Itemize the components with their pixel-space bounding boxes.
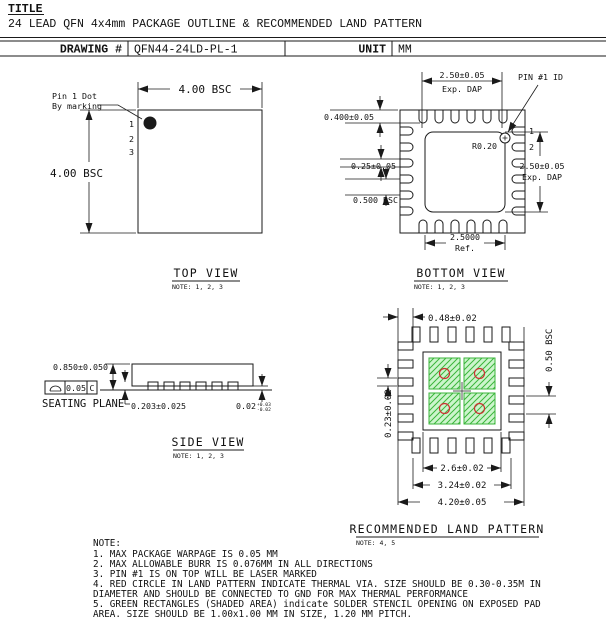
land-pattern-title: RECOMMENDED LAND PATTERN [349, 522, 545, 536]
dim-pad-pitch: 0.500 BSC [353, 195, 398, 205]
dim-stencil-span: 2.6±0.02 [440, 464, 484, 474]
corner-radius-label: R0.20 [472, 141, 497, 151]
note-line: 2. MAX ALLOWABLE BURR IS 0.076MM IN ALL DIRECTIONS [93, 559, 373, 570]
notes-header: NOTE: [93, 538, 121, 549]
dim-bottom-ref: 2.5000 [450, 232, 480, 242]
dim-dap-width: 2.50±0.05 [439, 70, 485, 80]
note-line: AREA. SIZE SHOULD BE 1.00x1.00 MM IN SIZE, 1.20 MM PITCH. [93, 609, 413, 620]
side-view-note-ref: NOTE: 1, 2, 3 [173, 452, 224, 460]
pin1-dot [144, 117, 157, 130]
drawing-number-label: DRAWING # [59, 43, 122, 57]
pin-number: 1 [529, 126, 534, 136]
seating-plane-label: SEATING PLANE [42, 398, 125, 410]
dim-pad-length: 0.400±0.05 [324, 112, 374, 122]
pin1-leader-line [97, 105, 142, 119]
seating-plane-symbol-icon [50, 386, 61, 391]
dim-land-pad-pitch: 0.50 BSC [545, 328, 555, 372]
pin-number: 2 [529, 142, 534, 152]
pin-number: 1 [129, 119, 134, 129]
drawing-number-value: QFN44-24LD-PL-1 [134, 43, 238, 57]
bottom-ref-label: Ref. [455, 243, 475, 253]
dim-land-pad-width: 0.23±0.02 [384, 389, 394, 438]
notes-block [93, 538, 541, 620]
bottom-view-pads [400, 110, 525, 233]
unit-value: MM [398, 43, 412, 57]
title-label: TITLE [8, 3, 43, 16]
land-pattern-pads [398, 327, 524, 453]
drawing-subtitle: 24 LEAD QFN 4x4mm PACKAGE OUTLINE & RECOMMENDED LAND PATTERN [8, 18, 423, 31]
bottom-view-note-ref: NOTE: 1, 2, 3 [414, 283, 465, 291]
dim-dap-height: 2.50±0.05 [519, 161, 565, 171]
dim-lead-thickness: 0.203±0.025 [131, 401, 186, 411]
pin1-marking-label: Pin 1 Dot [52, 91, 97, 101]
package-body-outline [138, 110, 262, 233]
pin-number: 2 [129, 134, 134, 144]
flatness-callout [45, 381, 97, 394]
dim-outer-span: 4.20±0.05 [437, 498, 487, 508]
pin1-id-label: PIN #1 ID [518, 72, 563, 82]
side-view [42, 362, 272, 460]
unit-label: UNIT [358, 43, 386, 57]
note-line: 1. MAX PACKAGE WARPAGE IS 0.05 MM [93, 549, 278, 560]
top-view [50, 82, 262, 291]
standoff-tol-upper: +0.03 [257, 403, 271, 408]
package-body-profile [132, 364, 253, 386]
dim-inner-span: 3.24±0.02 [437, 481, 487, 491]
header [8, 3, 422, 31]
dim-package-height: 0.850±0.050 [53, 362, 108, 372]
info-table [0, 38, 606, 57]
dim-standoff: 0.02 [236, 401, 256, 411]
flatness-tolerance: 0.05 [66, 383, 86, 393]
dap-width-label: Exp. DAP [442, 84, 482, 94]
package-body-outline [400, 110, 525, 233]
dim-pad-width: 0.25±0.05 [351, 161, 396, 171]
note-line: 5. GREEN RECTANGLES (SHADED AREA) indicate SOLDER STENCIL OPENING ON EXPOSED PAD [93, 599, 541, 610]
dim-land-pad-length: 0.48±0.02 [428, 314, 477, 324]
standoff-tol-lower: -0.02 [257, 408, 271, 413]
dim-body-width: 4.00 BSC [178, 83, 232, 96]
pin1-marking-label: By marking [52, 101, 102, 111]
pin-number: 3 [129, 147, 134, 157]
bottom-view-title: BOTTOM VIEW [416, 266, 506, 280]
top-view-note-ref: NOTE: 1, 2, 3 [172, 283, 223, 291]
top-view-title: TOP VIEW [173, 266, 239, 280]
land-pattern-note-ref: NOTE: 4, 5 [356, 539, 396, 547]
dim-body-height: 4.00 BSC [50, 167, 103, 180]
note-line: 3. PIN #1 IS ON TOP WILL BE LASER MARKED [93, 569, 317, 580]
note-line: 4. RED CIRCLE IN LAND PATTERN INDICATE THERMAL VIA. SIZE SHOULD BE 0.30-0.35M IN [93, 579, 541, 590]
dap-height-label: Exp. DAP [522, 172, 562, 182]
side-view-title: SIDE VIEW [171, 435, 245, 449]
bottom-view [324, 70, 564, 291]
datum-letter: C [89, 383, 95, 393]
land-pattern [350, 308, 556, 547]
note-line: DIAMETER AND SHOULD BE CONNECTED TO GND FOR MAX THERMAL PERFORMANCE [93, 589, 469, 600]
